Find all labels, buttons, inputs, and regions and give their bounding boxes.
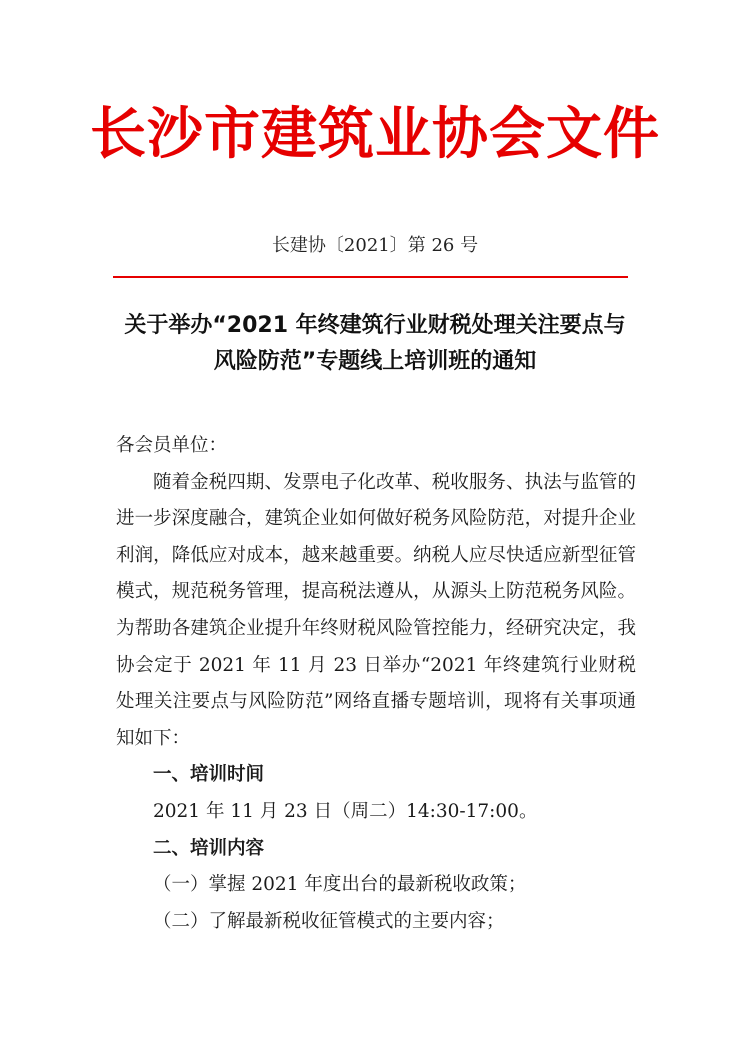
section-1-heading: 一、培训时间 [153, 764, 265, 786]
section-2-heading: 二、培训内容 [153, 837, 265, 859]
section-2-item: （一）掌握 2021 年度出台的最新税收政策； [153, 874, 527, 896]
notice-body [116, 428, 636, 940]
org-masthead-title: 长沙市建筑业协会文件 [90, 102, 660, 167]
red-divider-line [113, 276, 628, 278]
notice-title-line-1: 关于举办“2021 年终建筑行业财税处理关注要点与 [124, 313, 626, 338]
intro-paragraph: 随着金税四期、发票电子化改革、税收服务、执法与监管的进一步深度融合，建筑企业如何做好税务风险防范，对提升企业利润，降低应对成本，越来越重要。纳税人应尽快适应新型征管模式，规范税务管理，提高税法遵从，从源头上防范税务风险。为帮助各建筑企业提升年终财税风险管控能力，经研究决定，我协会定于 2021 年 11 月 23 日举办“2021 年终建筑行业财税处理关注要点与风险防范”网络直播专题培训，现将有关事项通知如下： [116, 471, 636, 749]
document-number: 长建协〔2021〕第 26 号 [271, 235, 479, 256]
section-1-text: 2021 年 11 月 23 日（周二）14:30-17:00。 [153, 800, 538, 822]
salutation: 各会员单位： [116, 435, 228, 456]
section-2-item: （二）了解最新税收征管模式的主要内容； [153, 910, 505, 932]
notice-title-line-2: 风险防范”专题线上培训班的通知 [213, 349, 537, 374]
notice-title [60, 308, 690, 380]
